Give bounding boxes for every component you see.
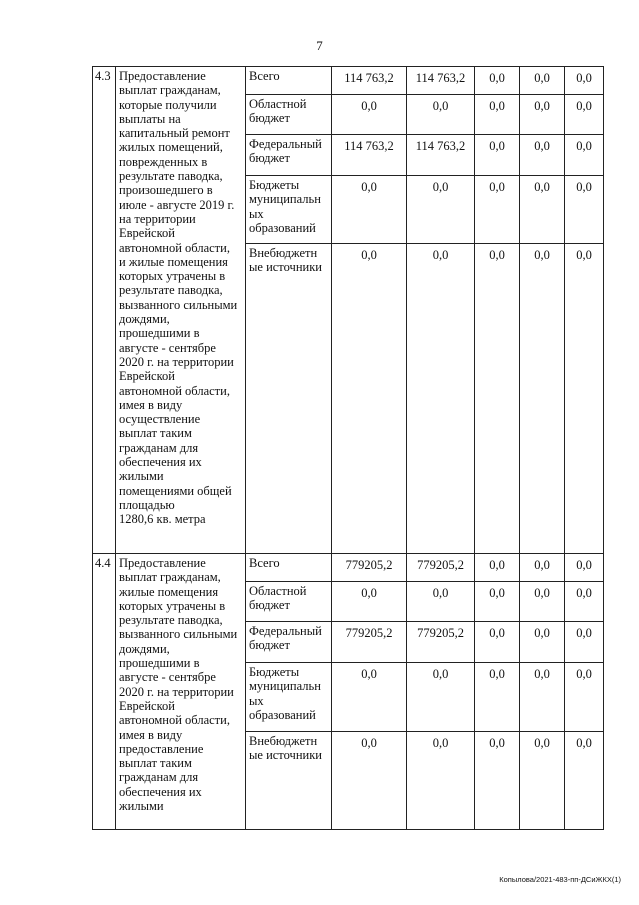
funding-source: Областной бюджет [246, 582, 332, 622]
funding-source: Бюджеты муниципальн ых образований [246, 663, 332, 732]
amount-cell: 0,0 [565, 554, 604, 582]
amount-cell: 0,0 [475, 663, 520, 732]
amount-cell: 0,0 [520, 95, 565, 135]
amount-cell: 0,0 [475, 582, 520, 622]
amount-cell: 0,0 [332, 95, 407, 135]
funding-source: Всего [246, 554, 332, 582]
amount-cell: 0,0 [332, 176, 407, 244]
amount-cell: 0,0 [520, 554, 565, 582]
amount-cell: 0,0 [407, 176, 475, 244]
amount-cell: 0,0 [520, 135, 565, 176]
funding-source: Всего [246, 67, 332, 95]
amount-cell: 0,0 [332, 732, 407, 830]
budget-table [92, 66, 604, 830]
amount-cell: 0,0 [475, 732, 520, 830]
item-description: Предоставление выплат гражданам, жилые помещения которых утрачены в результате паводка, вызванного сильными дождями, прошедшими в августе - сентябре 2020 г. на территории Еврейской автономной области, имея в виду предоставление выплат таким гражданам для обеспечения их жилыми [116, 554, 246, 830]
amount-cell: 0,0 [520, 582, 565, 622]
amount-cell: 114 763,2 [332, 67, 407, 95]
amount-cell: 114 763,2 [407, 67, 475, 95]
amount-cell: 0,0 [565, 244, 604, 554]
amount-cell: 0,0 [520, 663, 565, 732]
amount-cell: 0,0 [565, 95, 604, 135]
amount-cell: 779205,2 [332, 554, 407, 582]
amount-cell: 0,0 [407, 732, 475, 830]
amount-cell: 0,0 [565, 67, 604, 95]
amount-cell: 0,0 [520, 67, 565, 95]
amount-cell: 0,0 [475, 67, 520, 95]
amount-cell: 0,0 [407, 95, 475, 135]
item-number: 4.4 [93, 554, 116, 830]
funding-source: Бюджеты муниципальн ых образований [246, 176, 332, 244]
amount-cell: 0,0 [332, 244, 407, 554]
item-number: 4.3 [93, 67, 116, 554]
amount-cell: 0,0 [520, 176, 565, 244]
amount-cell: 0,0 [520, 622, 565, 663]
amount-cell: 0,0 [565, 582, 604, 622]
amount-cell: 0,0 [565, 732, 604, 830]
document-footer: Копылова/2021-483-пп-ДСиЖКХ(1) [499, 875, 621, 884]
funding-source: Внебюджетн ые источники [246, 732, 332, 830]
funding-source: Федеральный бюджет [246, 622, 332, 663]
amount-cell: 0,0 [520, 732, 565, 830]
funding-source: Внебюджетн ые источники [246, 244, 332, 554]
table-row [93, 67, 604, 95]
amount-cell: 0,0 [475, 622, 520, 663]
funding-source: Федеральный бюджет [246, 135, 332, 176]
amount-cell: 0,0 [407, 582, 475, 622]
amount-cell: 779205,2 [332, 622, 407, 663]
amount-cell: 0,0 [475, 176, 520, 244]
amount-cell: 0,0 [475, 135, 520, 176]
amount-cell: 779205,2 [407, 554, 475, 582]
amount-cell: 0,0 [475, 554, 520, 582]
amount-cell: 0,0 [565, 176, 604, 244]
amount-cell: 114 763,2 [332, 135, 407, 176]
amount-cell: 0,0 [407, 244, 475, 554]
amount-cell: 0,0 [332, 663, 407, 732]
page-number: 7 [316, 38, 323, 53]
amount-cell: 0,0 [475, 244, 520, 554]
amount-cell: 0,0 [520, 244, 565, 554]
amount-cell: 0,0 [565, 135, 604, 176]
table-row [93, 554, 604, 582]
amount-cell: 779205,2 [407, 622, 475, 663]
amount-cell: 0,0 [407, 663, 475, 732]
amount-cell: 0,0 [565, 622, 604, 663]
item-description: Предоставление выплат гражданам, которые получили выплаты на капитальный ремонт жилых помещений, поврежденных в результате паводка, произошедшего в июле - августе 2019 г. на территории Еврейской автономной области, и жилые помещения которых утрачены в результате паводка, вызванного сильными дождями, прошедшими в августе - сентябре 2020 г. на территории Еврейской автономной области, имея в виду осуществление выплат таким гражданам для обеспечения их жилыми помещениями общей площадью 1280,6 кв. метра [116, 67, 246, 554]
amount-cell: 0,0 [332, 582, 407, 622]
amount-cell: 0,0 [475, 95, 520, 135]
amount-cell: 0,0 [565, 663, 604, 732]
funding-source: Областной бюджет [246, 95, 332, 135]
amount-cell: 114 763,2 [407, 135, 475, 176]
